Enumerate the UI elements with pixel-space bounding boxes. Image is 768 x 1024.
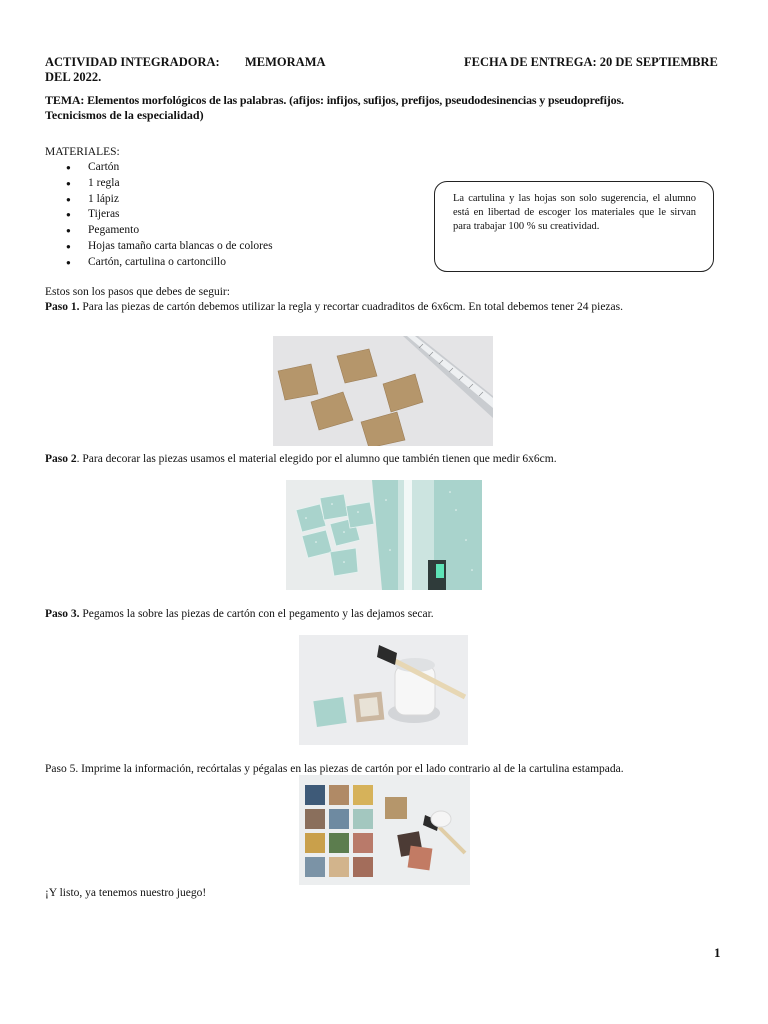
list-item: ● 1 regla: [45, 176, 273, 192]
game-title: MEMORAMA: [245, 55, 326, 69]
cardboard-squares-photo: [273, 336, 493, 446]
step-3: [45, 607, 434, 622]
note-text: La cartulina y las hojas son solo sugerencia, el alumno está en libertad de escoger los materiales que le sirvan para trabajar 100 % su creatividad.: [453, 193, 696, 232]
page-number: 1: [714, 945, 721, 960]
activity-label: ACTIVIDAD INTEGRADORA:: [45, 55, 220, 69]
list-item: ● Cartón: [45, 160, 273, 176]
note-box: [434, 181, 714, 272]
step-2: [45, 452, 557, 467]
finished-cards-photo: [299, 775, 470, 885]
materials-title: MATERIALES:: [45, 146, 120, 158]
step-text: . Para decorar las piezas usamos el material elegido por el alumno que también tienen que medir 6x6cm.: [76, 453, 557, 465]
step-text: Pegamos la sobre las piezas de cartón con el pegamento y las dejamos secar.: [79, 608, 434, 620]
delivery-date: FECHA DE ENTREGA: 20 DE SEPTIEMBRE: [464, 55, 718, 69]
list-item: ● Cartón, cartulina o cartoncillo: [45, 255, 273, 271]
list-item: ● 1 lápiz: [45, 192, 273, 208]
delivery-date-continued: DEL 2022.: [45, 70, 102, 84]
closing-text: ¡Y listo, ya tenemos nuestro juego!: [45, 887, 207, 899]
steps-intro: Estos son los pasos que debes de seguir:: [45, 286, 230, 298]
topic-line-2: Tecnicismos de la especialidad): [45, 108, 204, 122]
list-item: ● Pegamento: [45, 223, 273, 239]
step-label: Paso 3.: [45, 608, 80, 620]
topic-line-1: TEMA: Elementos morfológicos de las palabras. (afijos: infijos, sufijos, prefijos, pseudodesinencias y pseudoprefijos.: [45, 93, 624, 107]
step-label: Paso 2: [45, 453, 77, 465]
glue-photo: [299, 635, 468, 745]
decorative-paper-photo: [286, 480, 482, 590]
list-item: ● Tijeras: [45, 207, 273, 223]
step-label: Paso 1.: [45, 301, 80, 313]
step-1: [45, 300, 623, 315]
list-item: ● Hojas tamaño carta blancas o de colores: [45, 239, 273, 255]
materials-list: [45, 160, 273, 271]
step-text: Paso 5. Imprime la información, recórtalas y pégalas en las piezas de cartón por el lado contrario al de la cartulina estampada.: [45, 763, 624, 775]
step-text: Para las piezas de cartón debemos utilizar la regla y recortar cuadraditos de 6x6cm. En total debemos tener 24 piezas.: [79, 301, 623, 313]
